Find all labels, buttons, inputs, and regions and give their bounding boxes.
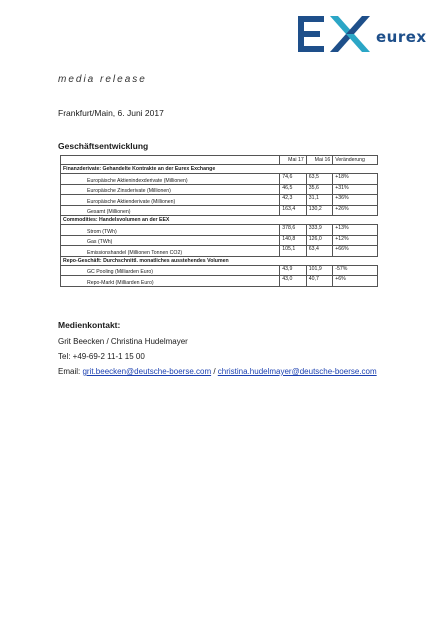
- table-row: [61, 184, 378, 195]
- row-change: +66%: [333, 246, 378, 257]
- row-mai16: 126,0: [306, 235, 333, 246]
- row-change: +18%: [333, 174, 378, 185]
- row-mai17: 163,4: [280, 205, 307, 216]
- email-link-hudelmayer[interactable]: christina.hudelmayer@deutsche-boerse.com: [217, 367, 377, 376]
- contact-heading: Medienkontakt:: [58, 320, 121, 330]
- row-mai17: 105,1: [280, 246, 307, 257]
- row-label: Europäische Aktienderivate (Millionen): [61, 195, 280, 206]
- table-row: [61, 174, 378, 185]
- contact-names: Grit Beecken / Christina Hudelmayer: [58, 337, 188, 346]
- header-mai16: Mai 16: [306, 156, 333, 165]
- section-title: Geschäftsentwicklung: [58, 141, 149, 151]
- dateline: Frankfurt/Main, 6. Juni 2017: [58, 108, 164, 118]
- table-row: [61, 225, 378, 236]
- group-header-row: [61, 165, 378, 174]
- row-mai17: 140,8: [280, 235, 307, 246]
- row-mai16: 63,5: [306, 174, 333, 185]
- table-row: [61, 205, 378, 216]
- row-change: +12%: [333, 235, 378, 246]
- group-header-row: [61, 216, 378, 225]
- header-label-cell: [61, 156, 280, 165]
- row-mai16: 31,1: [306, 195, 333, 206]
- row-mai16: 130,2: [306, 205, 333, 216]
- row-change: +6%: [333, 276, 378, 287]
- business-figures-table: [60, 155, 378, 287]
- group-title: Commodities: Handelsvolumen an der EEX: [61, 216, 280, 225]
- row-label: Repo-Markt (Milliarden Euro): [61, 276, 280, 287]
- table-header-row: [61, 156, 378, 165]
- row-mai17: 46,5: [280, 184, 307, 195]
- header-mai17: Mai 17: [280, 156, 307, 165]
- row-change: -57%: [333, 265, 378, 276]
- email-link-beecken[interactable]: grit.beecken@deutsche-boerse.com: [82, 367, 212, 376]
- contact-email-line: [58, 367, 377, 376]
- row-mai17: 43,0: [280, 276, 307, 287]
- group-header-row: [61, 256, 378, 265]
- group-title: Finanzderivate: Gehandelte Kontrakte an der Eurex Exchange: [61, 165, 280, 174]
- group-title: Repo-Geschäft: Durchschnittl. monatliches ausstehendes Volumen: [61, 256, 280, 265]
- row-label: Gesamt (Millionen): [61, 205, 280, 216]
- row-label: Emissionshandel (Millionen Tonnen CO2): [61, 246, 280, 257]
- eurex-wordmark: eurex: [376, 28, 427, 46]
- row-mai16: 333,9: [306, 225, 333, 236]
- row-label: Gas (TWh): [61, 235, 280, 246]
- email-label: Email:: [58, 367, 81, 376]
- row-mai17: 42,3: [280, 195, 307, 206]
- table-row: [61, 265, 378, 276]
- row-mai16: 101,9: [306, 265, 333, 276]
- row-mai17: 43,9: [280, 265, 307, 276]
- row-change: +36%: [333, 195, 378, 206]
- row-mai17: 378,6: [280, 225, 307, 236]
- row-label: Europäische Aktienindexderivate (Millionen): [61, 174, 280, 185]
- table-row: [61, 235, 378, 246]
- contact-phone: Tel: +49-69-2 11-1 15 00: [58, 352, 145, 361]
- table-row: [61, 276, 378, 287]
- row-change: +31%: [333, 184, 378, 195]
- header-change: Veränderung: [333, 156, 378, 165]
- row-mai16: 40,7: [306, 276, 333, 287]
- row-label: GC Pooling (Milliarden Euro): [61, 265, 280, 276]
- row-label: Europäische Zinsderivate (Millionen): [61, 184, 280, 195]
- row-label: Strom (TWh): [61, 225, 280, 236]
- table-row: [61, 195, 378, 206]
- row-mai17: 74,6: [280, 174, 307, 185]
- row-mai16: 63,4: [306, 246, 333, 257]
- row-change: +13%: [333, 225, 378, 236]
- table-row: [61, 246, 378, 257]
- row-mai16: 35,6: [306, 184, 333, 195]
- email-separator: /: [211, 367, 218, 376]
- row-change: +26%: [333, 205, 378, 216]
- media-release-label: media release: [58, 74, 147, 85]
